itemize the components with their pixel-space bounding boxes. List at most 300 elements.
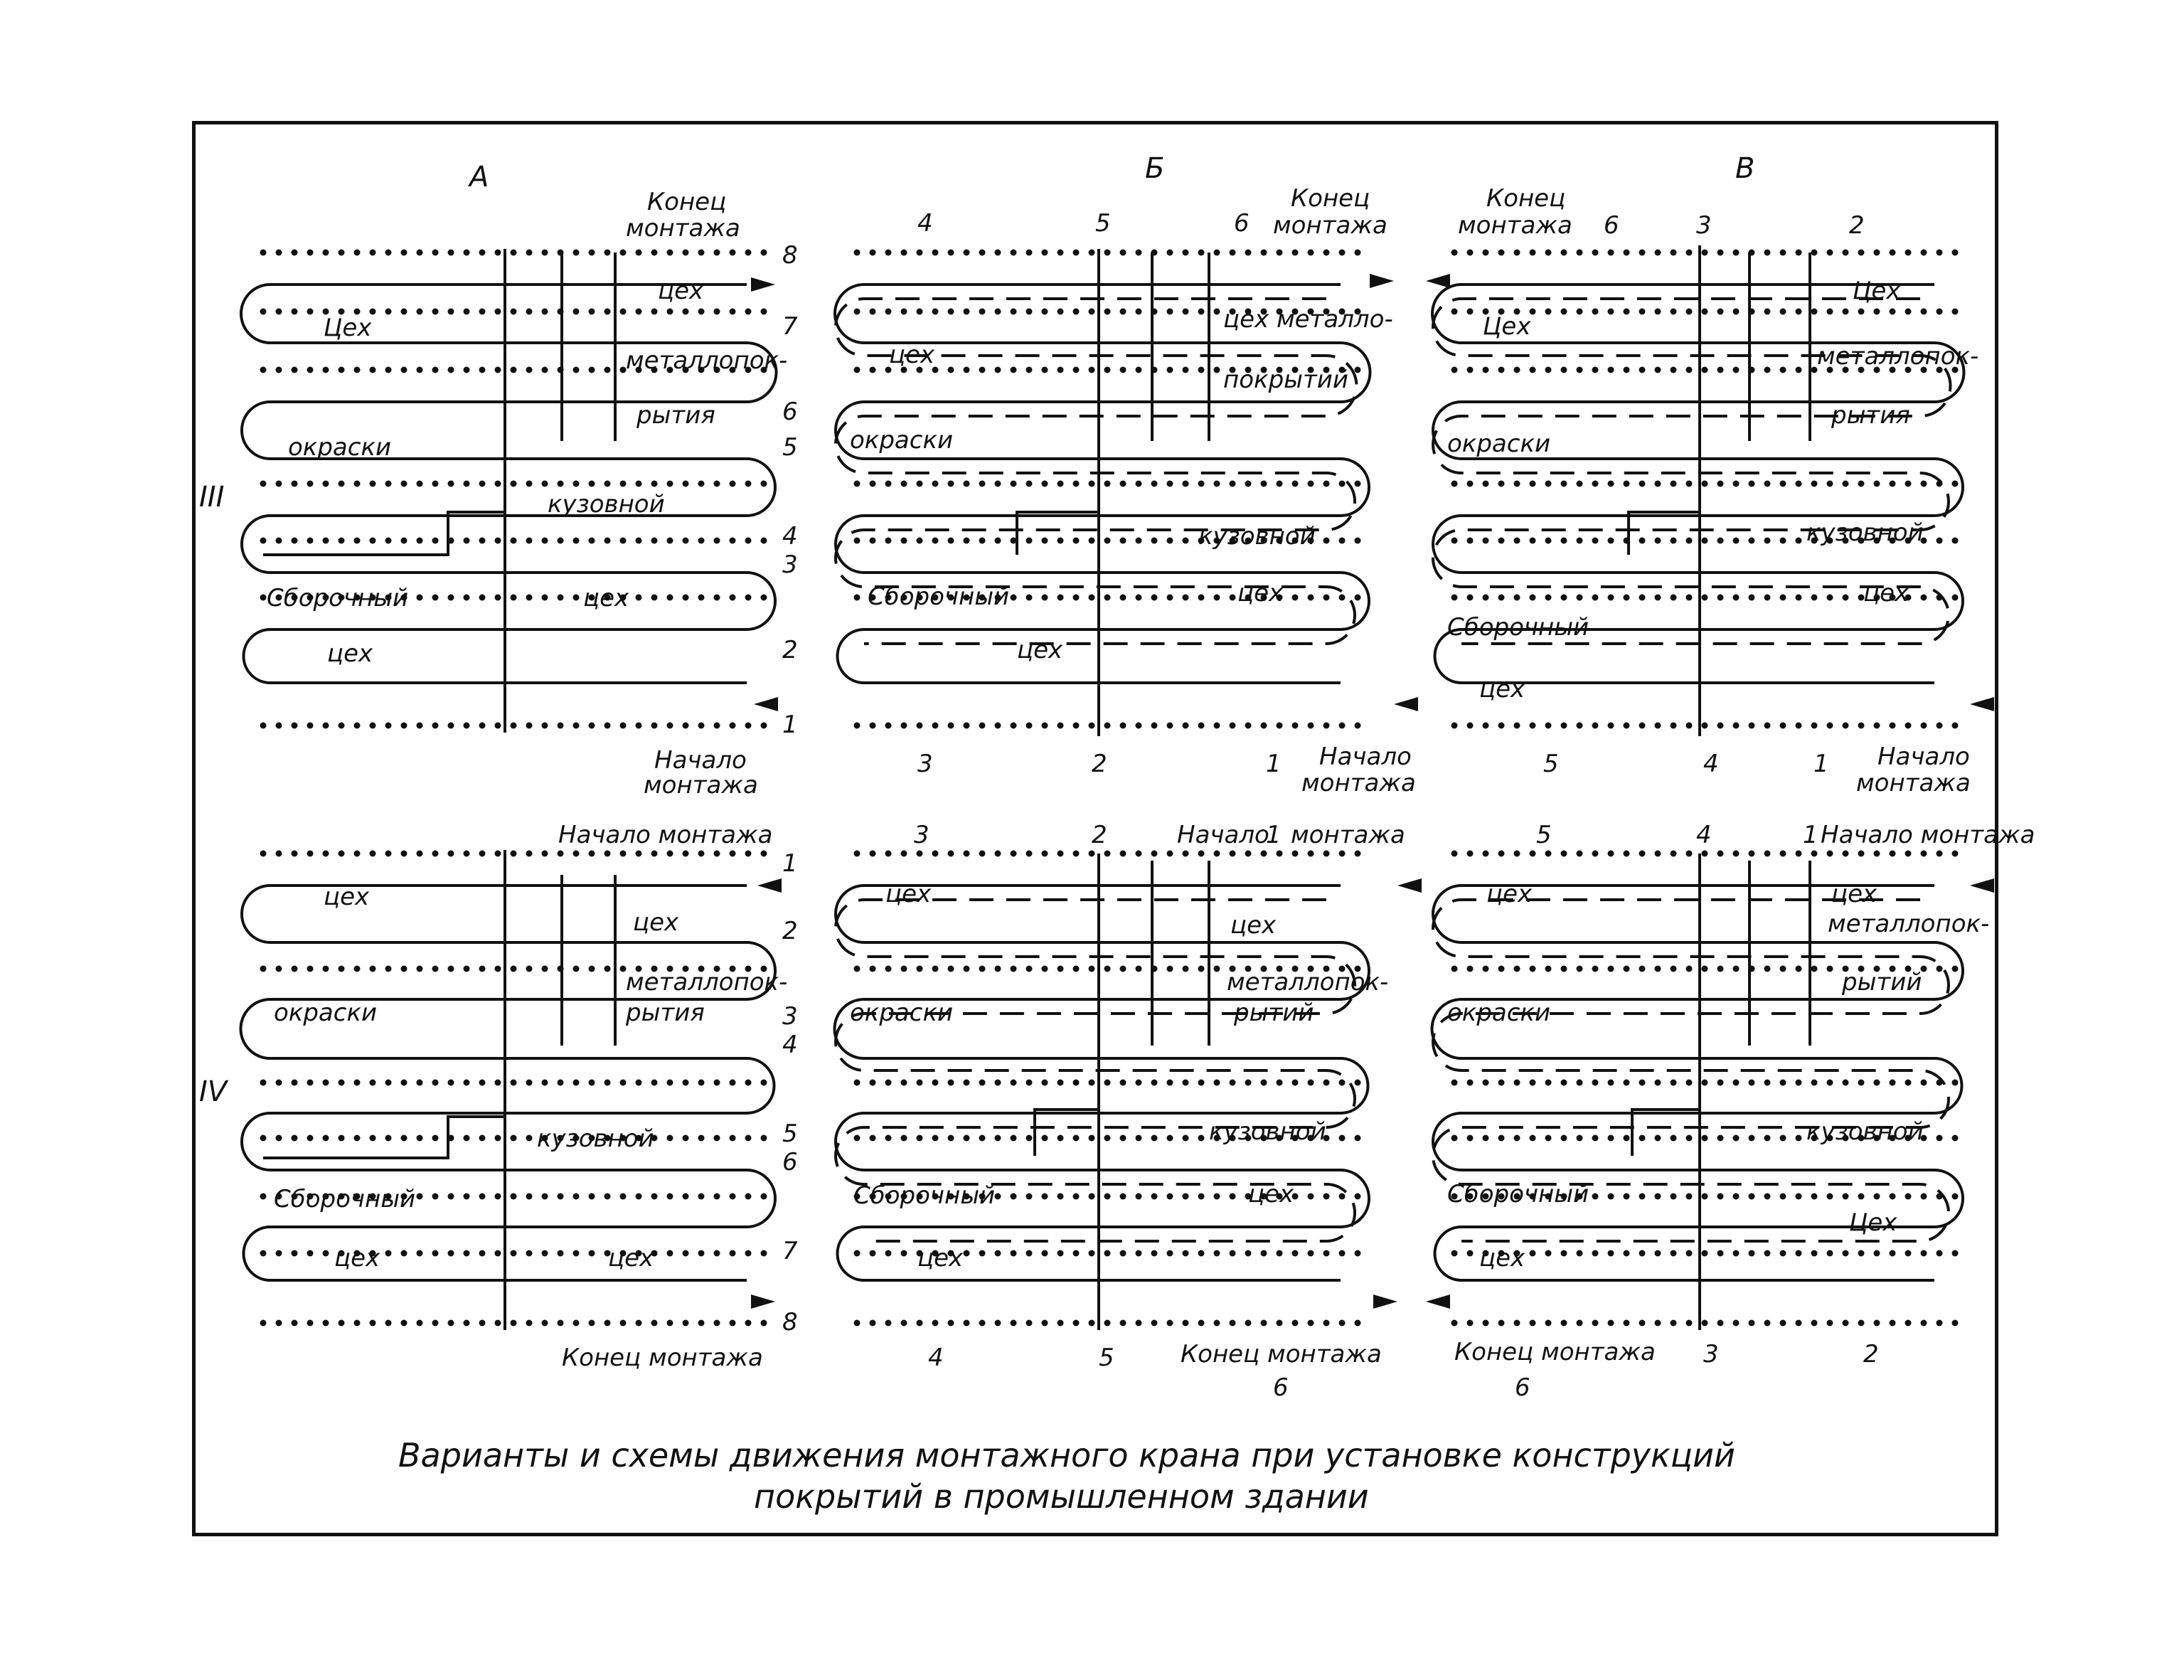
column-dot bbox=[1451, 481, 1458, 487]
column-dot bbox=[260, 538, 267, 544]
shop-label: цех bbox=[1486, 880, 1533, 908]
column-dot bbox=[1749, 1135, 1755, 1142]
column-dot bbox=[1089, 309, 1095, 315]
column-dot bbox=[1120, 538, 1126, 544]
column-dot bbox=[1167, 1193, 1173, 1200]
column-dot bbox=[730, 1135, 736, 1142]
column-dot bbox=[1323, 595, 1330, 601]
column-dot bbox=[1717, 1320, 1724, 1327]
column-dot bbox=[1042, 851, 1048, 857]
axis-number: 2 bbox=[1849, 211, 1865, 240]
column-dot bbox=[542, 538, 548, 544]
column-dot bbox=[1230, 250, 1236, 256]
column-dot bbox=[1937, 723, 1943, 729]
row-number: 3 bbox=[782, 1002, 798, 1031]
column-dot bbox=[495, 595, 501, 601]
column-dot bbox=[432, 538, 439, 544]
column-dot bbox=[260, 1193, 267, 1200]
column-dot bbox=[1467, 367, 1474, 373]
column-dot bbox=[1921, 1320, 1927, 1327]
column-dot bbox=[1451, 538, 1458, 544]
column-dot bbox=[1561, 1135, 1567, 1142]
metal-roof-label-1: металлопок- bbox=[626, 346, 788, 375]
column-dot bbox=[870, 309, 876, 315]
column-dot bbox=[1483, 1320, 1489, 1327]
column-dot bbox=[1655, 538, 1661, 544]
metal-roof-label-2: рытия bbox=[636, 401, 715, 430]
column-dot bbox=[917, 1320, 923, 1327]
column-dot bbox=[1655, 1080, 1661, 1086]
column-dot bbox=[1608, 1320, 1614, 1327]
column-dot bbox=[651, 481, 658, 487]
column-dot bbox=[1261, 851, 1267, 857]
column-dot bbox=[1058, 481, 1064, 487]
column-dot bbox=[1120, 966, 1126, 972]
column-dot bbox=[1451, 1250, 1458, 1257]
column-dot bbox=[979, 481, 986, 487]
column-dot bbox=[260, 595, 267, 601]
column-dot bbox=[1592, 538, 1599, 544]
column-dot bbox=[1717, 309, 1724, 315]
column-dot bbox=[854, 309, 861, 315]
column-dot bbox=[620, 309, 627, 315]
column-dot bbox=[589, 250, 595, 256]
column-dot bbox=[1183, 250, 1189, 256]
column-dot bbox=[1655, 723, 1661, 729]
column-dot bbox=[1530, 595, 1536, 601]
column-dot bbox=[683, 723, 689, 729]
row-number: 7 bbox=[782, 1237, 798, 1265]
column-dot bbox=[745, 1080, 752, 1086]
column-dot bbox=[1921, 595, 1927, 601]
column-dot bbox=[1198, 851, 1205, 857]
column-dot bbox=[1136, 595, 1142, 601]
column-dot bbox=[636, 595, 642, 601]
column-dot bbox=[1261, 481, 1267, 487]
column-dot bbox=[1292, 481, 1299, 487]
column-dot bbox=[276, 367, 282, 373]
column-dot bbox=[1120, 309, 1126, 315]
column-dot bbox=[620, 1193, 627, 1200]
column-dot bbox=[1655, 1135, 1661, 1142]
column-dot bbox=[683, 1193, 689, 1200]
column-dot bbox=[1323, 1320, 1330, 1327]
column-dot bbox=[604, 723, 611, 729]
axis-number: 2 bbox=[1092, 750, 1107, 778]
column-dot bbox=[526, 723, 533, 729]
column-dot bbox=[651, 309, 658, 315]
column-dot bbox=[964, 367, 970, 373]
column-dot bbox=[1214, 1080, 1220, 1086]
column-dot bbox=[854, 1080, 861, 1086]
column-dot bbox=[589, 309, 595, 315]
column-dot bbox=[620, 1080, 627, 1086]
column-dot bbox=[1764, 1080, 1771, 1086]
column-dot bbox=[1198, 367, 1205, 373]
column-dot bbox=[745, 538, 752, 544]
column-dot bbox=[698, 250, 705, 256]
column-dot bbox=[511, 723, 517, 729]
column-dot bbox=[1639, 309, 1646, 315]
column-dot bbox=[932, 1080, 939, 1086]
column-dot bbox=[1874, 1193, 1880, 1200]
start-label-l1: Начало bbox=[1177, 821, 1269, 849]
column-dot bbox=[1073, 538, 1080, 544]
column-dot bbox=[1890, 1193, 1896, 1200]
row-number: 5 bbox=[782, 433, 798, 462]
column-dot bbox=[1104, 723, 1111, 729]
column-dot bbox=[1639, 1250, 1646, 1257]
column-dot bbox=[917, 1080, 923, 1086]
column-dot bbox=[1042, 538, 1048, 544]
column-dot bbox=[1577, 1080, 1583, 1086]
column-dot bbox=[1843, 1193, 1849, 1200]
assembly-label: Сборочный bbox=[853, 1181, 996, 1210]
column-dot bbox=[448, 250, 454, 256]
column-dot bbox=[1011, 595, 1017, 601]
column-dot bbox=[1655, 1193, 1661, 1200]
column-dot bbox=[1827, 250, 1833, 256]
column-dot bbox=[1811, 723, 1818, 729]
column-dot bbox=[698, 1250, 705, 1257]
column-dot bbox=[730, 481, 736, 487]
column-dot bbox=[745, 1193, 752, 1200]
column-dot bbox=[1702, 481, 1708, 487]
step-connector bbox=[1035, 1110, 1099, 1156]
column-dot bbox=[1308, 250, 1314, 256]
column-dot bbox=[1655, 851, 1661, 857]
column-dot bbox=[1058, 1135, 1064, 1142]
column-dot bbox=[1261, 1250, 1267, 1257]
column-dot bbox=[854, 538, 861, 544]
column-dot bbox=[276, 309, 282, 315]
column-dot bbox=[995, 538, 1001, 544]
column-dot bbox=[1514, 1080, 1520, 1086]
column-dot bbox=[1811, 1320, 1818, 1327]
column-dot bbox=[370, 481, 376, 487]
column-dot bbox=[1498, 367, 1505, 373]
column-dot bbox=[1874, 481, 1880, 487]
column-dot bbox=[1042, 481, 1048, 487]
column-dot bbox=[1858, 851, 1865, 857]
painting-label: окраски bbox=[850, 999, 954, 1027]
column-dot bbox=[1167, 595, 1173, 601]
column-dot bbox=[1717, 367, 1724, 373]
column-dot bbox=[323, 1080, 329, 1086]
column-dot bbox=[1843, 1250, 1849, 1257]
column-dot bbox=[354, 481, 361, 487]
axis-number: 3 bbox=[1703, 1340, 1719, 1368]
column-dot bbox=[1686, 1320, 1693, 1327]
column-dot bbox=[448, 1080, 454, 1086]
column-dot bbox=[1937, 1135, 1943, 1142]
column-dot bbox=[1827, 966, 1833, 972]
column-dot bbox=[292, 1135, 298, 1142]
column-dot bbox=[761, 851, 767, 857]
axis-number: 6 bbox=[1604, 211, 1619, 240]
column-dot bbox=[1577, 250, 1583, 256]
column-dot bbox=[1921, 481, 1927, 487]
column-dot bbox=[1073, 1193, 1080, 1200]
column-dot bbox=[511, 966, 517, 972]
row-number: 1 bbox=[782, 711, 798, 739]
column-dot bbox=[1827, 309, 1833, 315]
column-dot bbox=[1592, 723, 1599, 729]
column-dot bbox=[730, 595, 736, 601]
column-dot bbox=[1624, 481, 1630, 487]
column-dot bbox=[558, 851, 564, 857]
column-dot bbox=[683, 538, 689, 544]
column-dot bbox=[1702, 250, 1708, 256]
column-dot bbox=[620, 723, 627, 729]
column-dot bbox=[354, 851, 361, 857]
column-dot bbox=[1561, 309, 1567, 315]
column-dot bbox=[323, 723, 329, 729]
column-dot bbox=[698, 481, 705, 487]
column-dot bbox=[667, 481, 673, 487]
column-dot bbox=[667, 1320, 673, 1327]
shop-label: Цех bbox=[1849, 1208, 1897, 1237]
column-dot bbox=[1104, 538, 1111, 544]
start-label: Начало монтажа bbox=[1821, 821, 2035, 849]
column-dot bbox=[1167, 1250, 1173, 1257]
column-dot bbox=[1261, 723, 1267, 729]
column-dot bbox=[1639, 481, 1646, 487]
column-dot bbox=[698, 1193, 705, 1200]
column-dot bbox=[385, 966, 392, 972]
column-dot bbox=[1702, 367, 1708, 373]
column-dot bbox=[573, 1193, 580, 1200]
column-dot bbox=[307, 1080, 314, 1086]
column-dot bbox=[1120, 595, 1126, 601]
column-dot bbox=[1952, 481, 1959, 487]
column-dot bbox=[620, 250, 627, 256]
column-dot bbox=[542, 595, 548, 601]
row-header-III: III bbox=[199, 481, 225, 514]
column-dot bbox=[1514, 481, 1520, 487]
column-dot bbox=[1827, 1080, 1833, 1086]
column-dot bbox=[1796, 538, 1802, 544]
column-dot bbox=[354, 1080, 361, 1086]
column-dot bbox=[495, 966, 501, 972]
column-dot bbox=[1717, 966, 1724, 972]
column-dot bbox=[1561, 538, 1567, 544]
column-dot bbox=[417, 481, 423, 487]
column-dot bbox=[651, 595, 658, 601]
column-dot bbox=[1089, 481, 1095, 487]
column-dot bbox=[1686, 966, 1693, 972]
column-dot bbox=[354, 250, 361, 256]
column-dot bbox=[1451, 250, 1458, 256]
column-dot bbox=[948, 966, 954, 972]
column-dot bbox=[1089, 1080, 1095, 1086]
column-dot bbox=[1749, 1250, 1755, 1257]
metal-roof-label-1: металлопок- bbox=[1817, 342, 1979, 371]
column-dot bbox=[370, 250, 376, 256]
column-dot bbox=[1292, 723, 1299, 729]
column-dot bbox=[1639, 1080, 1646, 1086]
shop-label: цех bbox=[885, 880, 932, 908]
column-dot bbox=[1811, 966, 1818, 972]
column-dot bbox=[1827, 595, 1833, 601]
column-dot bbox=[1717, 1080, 1724, 1086]
column-dot bbox=[1952, 966, 1959, 972]
column-dot bbox=[1104, 1250, 1111, 1257]
column-dot bbox=[479, 966, 486, 972]
column-dot bbox=[526, 851, 533, 857]
column-dot bbox=[417, 1080, 423, 1086]
column-dot bbox=[870, 723, 876, 729]
row-number: 4 bbox=[782, 522, 798, 551]
axis-number: 6 bbox=[1273, 1373, 1289, 1402]
column-dot bbox=[620, 481, 627, 487]
shop-label: цех bbox=[327, 639, 373, 668]
column-dot bbox=[651, 723, 658, 729]
column-dot bbox=[901, 1135, 907, 1142]
column-dot bbox=[1026, 851, 1033, 857]
column-dot bbox=[1323, 481, 1330, 487]
column-dot bbox=[276, 966, 282, 972]
column-dot bbox=[417, 309, 423, 315]
column-dot bbox=[1089, 538, 1095, 544]
column-dot bbox=[589, 851, 595, 857]
column-dot bbox=[604, 309, 611, 315]
axis-number: 1 bbox=[1813, 750, 1829, 778]
column-dot bbox=[385, 1250, 392, 1257]
column-dot bbox=[479, 595, 486, 601]
column-dot bbox=[1277, 481, 1283, 487]
column-dot bbox=[1608, 966, 1614, 972]
column-dot bbox=[1858, 250, 1865, 256]
column-dot bbox=[1183, 1320, 1189, 1327]
end-label: Конец монтажа bbox=[562, 1344, 763, 1372]
column-dot bbox=[1780, 966, 1786, 972]
column-dot bbox=[1308, 1320, 1314, 1327]
column-dot bbox=[1545, 723, 1552, 729]
column-dot bbox=[1058, 367, 1064, 373]
shop-label: цех bbox=[583, 584, 629, 612]
column-dot bbox=[1042, 309, 1048, 315]
column-dot bbox=[1655, 1250, 1661, 1257]
column-dot bbox=[1183, 1135, 1189, 1142]
column-dot bbox=[511, 309, 517, 315]
column-dot bbox=[1120, 367, 1126, 373]
column-dot bbox=[964, 250, 970, 256]
column-dot bbox=[1749, 1193, 1755, 1200]
column-dot bbox=[1183, 595, 1189, 601]
column-dot bbox=[620, 851, 627, 857]
column-dot bbox=[979, 1135, 986, 1142]
column-dot bbox=[1733, 1135, 1740, 1142]
column-dot bbox=[1843, 851, 1849, 857]
column-dot bbox=[667, 250, 673, 256]
column-dot bbox=[1764, 481, 1771, 487]
column-dot bbox=[885, 481, 892, 487]
column-dot bbox=[885, 723, 892, 729]
column-dot bbox=[1921, 250, 1927, 256]
column-dot bbox=[385, 309, 392, 315]
column-dot bbox=[1026, 1080, 1033, 1086]
column-dot bbox=[432, 1320, 439, 1327]
column-dot bbox=[761, 1250, 767, 1257]
column-dot bbox=[1089, 1193, 1095, 1200]
column-dot bbox=[1011, 309, 1017, 315]
column-dot bbox=[511, 1080, 517, 1086]
column-dot bbox=[354, 966, 361, 972]
column-dot bbox=[651, 1080, 658, 1086]
column-dot bbox=[495, 1320, 501, 1327]
painting-label: окраски bbox=[850, 426, 954, 454]
column-dot bbox=[1089, 851, 1095, 857]
column-dot bbox=[1042, 367, 1048, 373]
column-dot bbox=[432, 1193, 439, 1200]
column-dot bbox=[1545, 1135, 1552, 1142]
caption-line-1: Варианты и схемы движения монтажного крана при установке конструкций bbox=[398, 1436, 1735, 1474]
column-dot bbox=[1827, 481, 1833, 487]
column-dot bbox=[1952, 851, 1959, 857]
column-dot bbox=[636, 851, 642, 857]
column-dot bbox=[1686, 1135, 1693, 1142]
column-dot bbox=[745, 1135, 752, 1142]
column-dot bbox=[1592, 1080, 1599, 1086]
start-label-l1: Начало bbox=[654, 746, 747, 775]
column-dot bbox=[1749, 481, 1755, 487]
column-dot bbox=[1796, 966, 1802, 972]
column-dot bbox=[1905, 1320, 1912, 1327]
column-dot bbox=[432, 309, 439, 315]
column-dot bbox=[1214, 966, 1220, 972]
column-dot bbox=[948, 538, 954, 544]
column-dot bbox=[1026, 481, 1033, 487]
column-dot bbox=[1151, 1320, 1158, 1327]
column-dot bbox=[1514, 250, 1520, 256]
column-dot bbox=[276, 1320, 282, 1327]
column-dot bbox=[1483, 1080, 1489, 1086]
column-dot bbox=[417, 851, 423, 857]
column-dot bbox=[1073, 1080, 1080, 1086]
column-dot bbox=[1702, 1080, 1708, 1086]
column-dot bbox=[542, 1080, 548, 1086]
column-dot bbox=[1717, 723, 1724, 729]
column-dot bbox=[1530, 966, 1536, 972]
column-dot bbox=[1183, 538, 1189, 544]
column-dot bbox=[620, 538, 627, 544]
column-dot bbox=[979, 309, 986, 315]
column-dot bbox=[1058, 723, 1064, 729]
column-dot bbox=[1483, 723, 1489, 729]
column-dot bbox=[464, 1250, 470, 1257]
column-dot bbox=[1277, 1250, 1283, 1257]
column-dot bbox=[479, 309, 486, 315]
column-dot bbox=[339, 1135, 345, 1142]
column-dot bbox=[1702, 966, 1708, 972]
scheme-V-III bbox=[1447, 184, 1978, 797]
column-dot bbox=[854, 851, 861, 857]
column-dot bbox=[385, 723, 392, 729]
column-dot bbox=[1545, 966, 1552, 972]
column-dot bbox=[761, 250, 767, 256]
column-dot bbox=[1624, 1135, 1630, 1142]
column-dot bbox=[1717, 538, 1724, 544]
column-dot bbox=[1686, 1193, 1693, 1200]
column-dot bbox=[1089, 723, 1095, 729]
axis-number: 4 bbox=[1696, 821, 1712, 849]
column-dot bbox=[1686, 1250, 1693, 1257]
column-dot bbox=[1780, 481, 1786, 487]
column-dot bbox=[1764, 1250, 1771, 1257]
column-dot bbox=[479, 723, 486, 729]
shop-label: цех bbox=[658, 277, 704, 305]
